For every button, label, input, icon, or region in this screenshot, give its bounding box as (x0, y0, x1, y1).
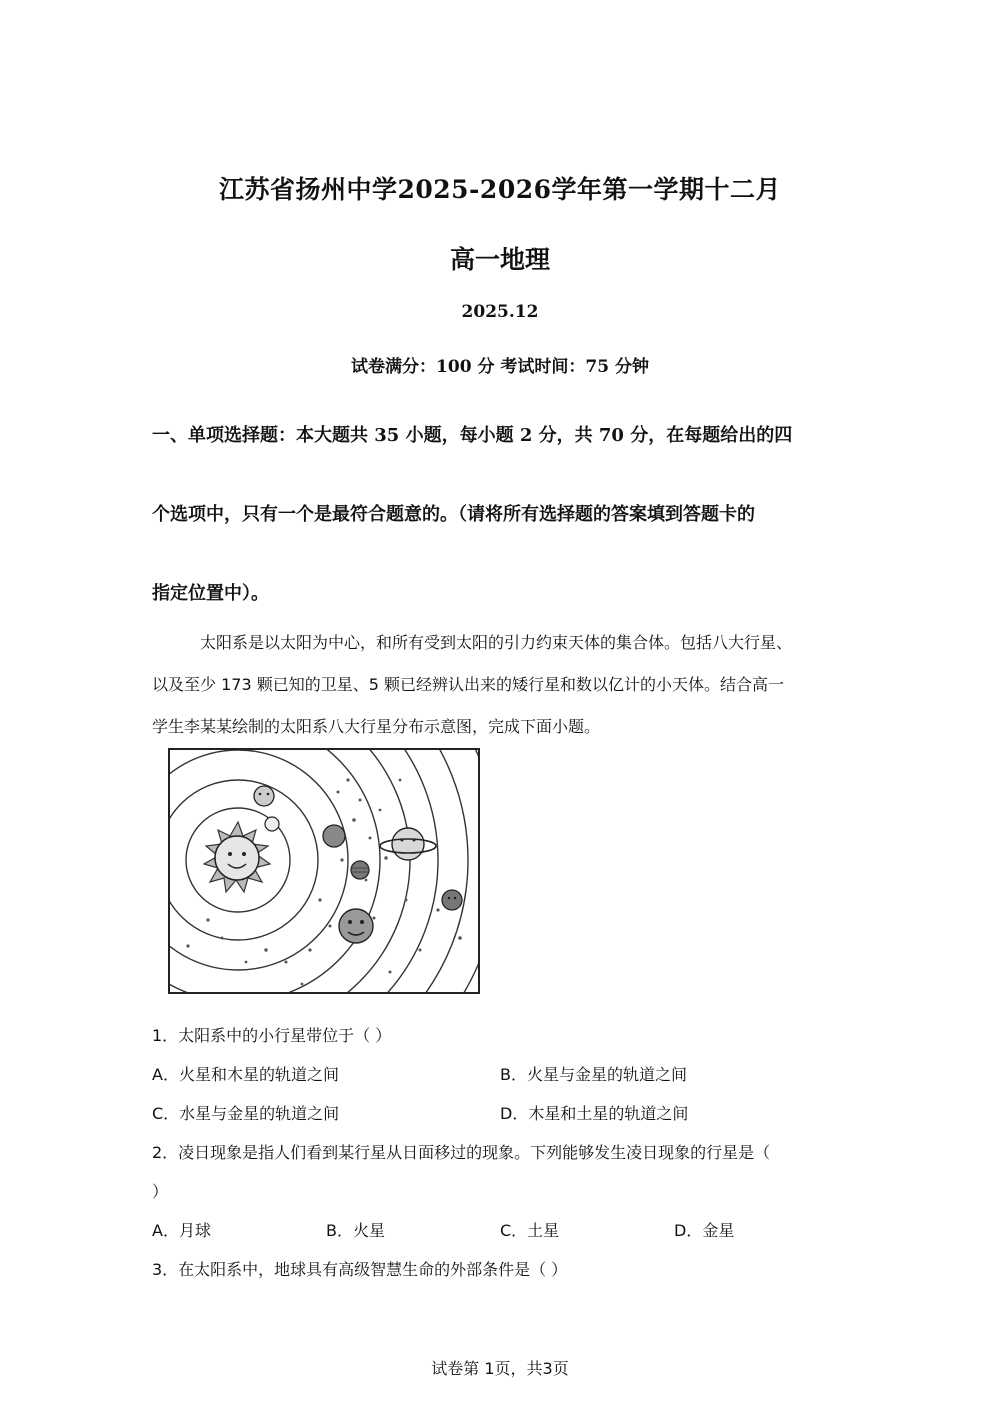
question-2-stem-line2: ） (152, 1182, 169, 1201)
section-heading-line2: 个选项中，只有一个是最符合题意的。（请将所有选择题的答案填到答题卡的 (152, 504, 755, 525)
question-2-option-d: D．金星 (674, 1221, 735, 1240)
exam-title-subject: 高一地理 (449, 245, 550, 274)
question-1-option-d: D．木星和土星的轨道之间 (500, 1104, 689, 1123)
exam-title-line1: 江苏省扬州中学2025-2026学年第一学期十二月 (218, 175, 782, 204)
passage-line3: 学生李某某绘制的太阳系八大行星分布示意图，完成下面小题。 (152, 717, 601, 736)
passage-line2: 以及至少 173 颗已知的卫星、5 颗已经辨认出来的矮行星和数以亿计的小天体。结合高一 (152, 675, 784, 694)
question-1-option-c: C．水星与金星的轨道之间 (152, 1104, 340, 1123)
solar-system-svg (170, 750, 478, 992)
question-1-option-a: A．火星和木星的轨道之间 (152, 1065, 339, 1084)
section-heading-line1: 一、单项选择题：本大题共 35 小题，每小题 2 分，共 70 分，在每题给出的四 (152, 425, 793, 446)
passage (152, 622, 852, 748)
page-footer: 试卷第 1页，共3页 (431, 1359, 569, 1378)
question-2-stem-line1: 2．凌日现象是指人们看到某行星从日面移过的现象。下列能够发生凌日现象的行星是（ (152, 1143, 771, 1162)
question-1-option-b: B．火星与金星的轨道之间 (500, 1065, 687, 1084)
question-1-stem: 1．太阳系中的小行星带位于（ ） (152, 1026, 392, 1045)
passage-line1: 太阳系是以太阳为中心，和所有受到太阳的引力约束天体的集合体。包括八大行星、 (200, 633, 793, 652)
question-3-stem: 3．在太阳系中，地球具有高级智慧生命的外部条件是（ ） (152, 1260, 568, 1279)
exam-date: 2025.12 (461, 302, 539, 322)
question-2-option-b: B．火星 (326, 1221, 385, 1240)
exam-info: 试卷满分：100 分 考试时间：75 分钟 (351, 357, 649, 377)
solar-system-drawing (168, 748, 480, 994)
question-2-option-a: A．月球 (152, 1221, 211, 1240)
question-2-option-c: C．土星 (500, 1221, 560, 1240)
section-heading-line3: 指定位置中）。 (152, 583, 269, 604)
